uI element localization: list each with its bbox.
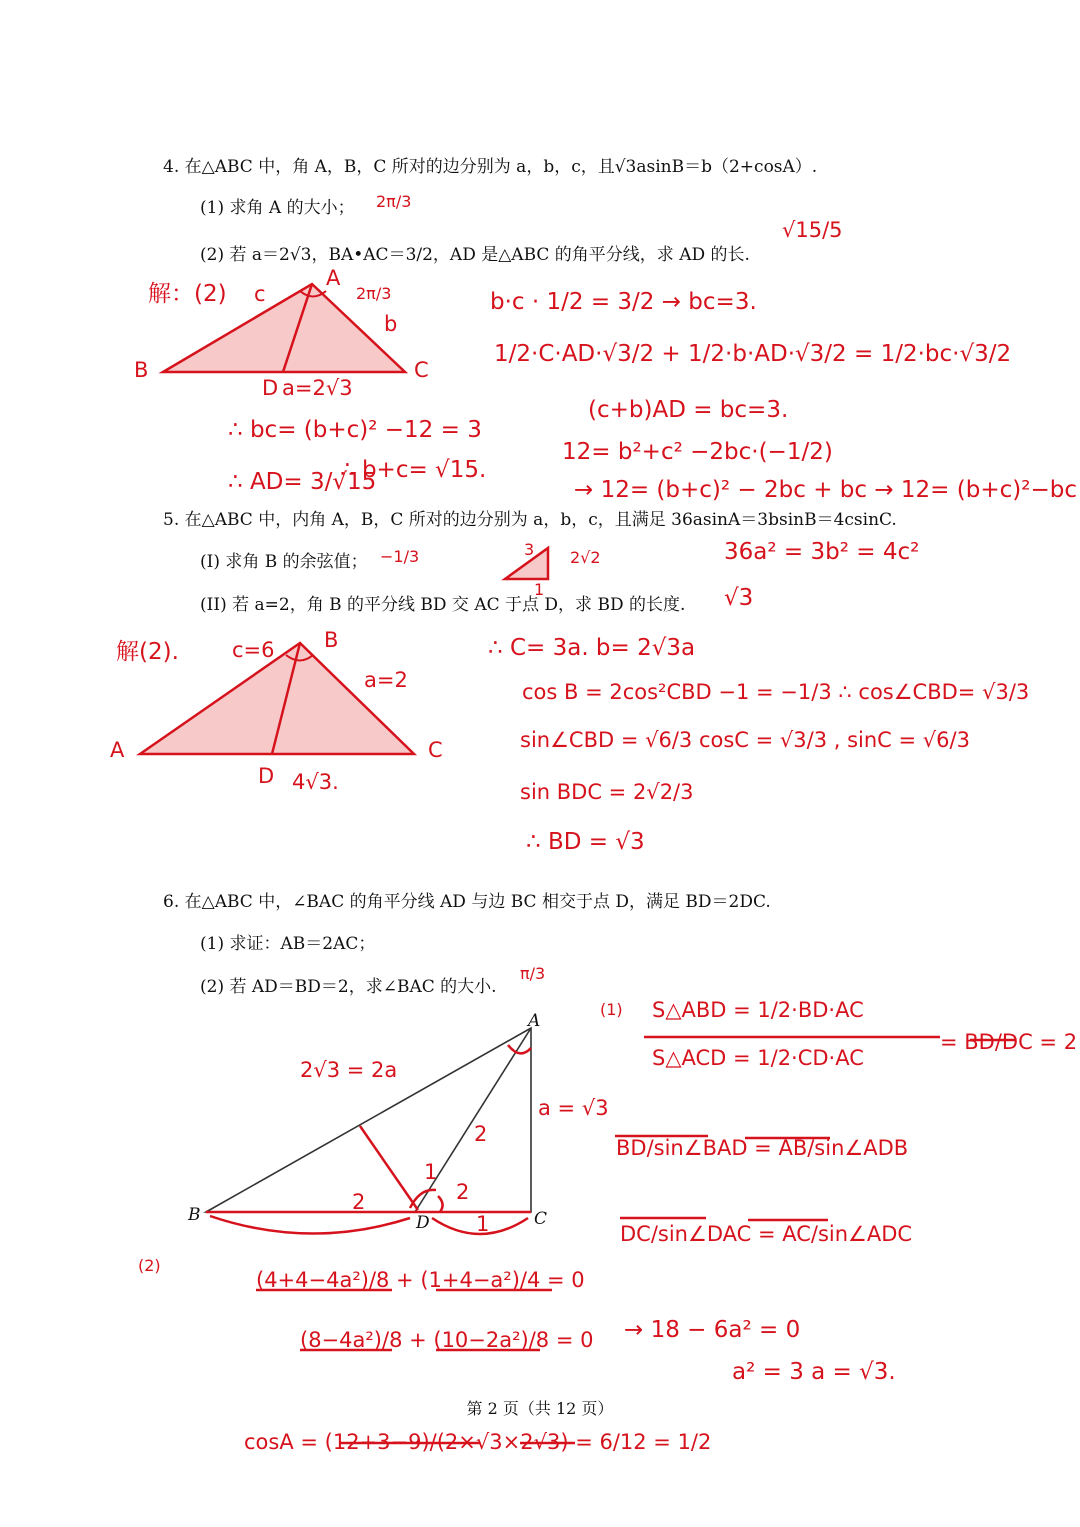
p4-stem: 4. 在△ABC 中，角 A，B，C 所对的边分别为 a，b，c，且√3asinB＝b（2+cosA）. [163,157,818,177]
p4-fig-D: D [262,376,279,400]
p4-fig-a: a=2√3 [282,376,353,400]
p6-part2: (2) 若 AD＝BD＝2，求∠BAC 的大小. [200,977,497,997]
p6-part1: (1) 求证：AB＝2AC； [200,934,376,954]
p5-line2: cos B = 2cos²CBD −1 = −1/3 ∴ cos∠CBD= √3/3 [522,680,1030,704]
p6-ratio-top: S△ABD = 1/2·BD·AC [652,998,864,1022]
p6-law4: a² = 3 a = √3. [732,1359,896,1385]
p5-label: 解(2). [116,639,179,665]
p4-line8: ∴ b+c= √15. [340,457,487,483]
p5-eq: 36a² = 3b² = 4c² [724,539,920,565]
p4-fig-angle: 2π/3 [356,284,392,303]
p5-tri-2r2: 2√2 [570,548,601,567]
p4-fig-A: A [326,266,341,290]
p4-part2-answer: √15/5 [782,218,843,242]
p6-fig-1b: 1 [476,1212,490,1236]
p4-part2: (2) 若 a＝2√3，BA•AC＝3/2，AD 是△ABC 的角平分线，求 AD 的长. [200,245,750,265]
p6-fig-2b: 2 [456,1180,470,1204]
p4-line7: ∴ AD= 3/√15 [228,469,377,495]
p6-fig-2c: 2 [352,1190,366,1214]
p5-fig-c: c=6 [232,638,275,662]
p6-sine1: BD/sin∠BAD = AB/sin∠ADB [616,1136,909,1160]
p4-line3: (c+b)AD = bc=3. [588,397,789,423]
p4-fig-C: C [414,358,429,382]
p6-fig-B: B [188,1205,201,1225]
p6-ratio-result: = BD/DC = 2 [940,1030,1078,1054]
p6-law2: (8−4a²)/8 + (10−2a²)/8 = 0 [300,1328,594,1352]
p5-fig-bottom: 4√3. [292,770,339,794]
p5-part2: (II) 若 a=2，角 B 的平分线 BD 交 AC 于点 D，求 BD 的长度. [200,595,686,615]
p5-fig-C: C [428,738,443,762]
p5-line5: ∴ BD = √3 [526,829,645,855]
p6-stem: 6. 在△ABC 中，∠BAC 的角平分线 AD 与边 BC 相交于点 D，满足 BD＝2DC. [163,892,771,912]
p4-line5: → 12= (b+c)² − 2bc + bc → 12= (b+c)²−bc [574,477,1077,503]
page-footer: 第 2 页（共 12 页） [466,1399,614,1418]
p6-fig-A: A [528,1011,541,1031]
p5-part2-answer: √3 [724,585,754,611]
p4-part1-answer: 2π/3 [376,192,412,211]
p4-label: 解：(2) [148,281,227,307]
p5-line4: sin BDC = 2√2/3 [520,780,694,804]
p6-p2: (2) [138,1256,161,1275]
p4-fig-b: b [384,312,398,336]
p6-fig-2r3: 2√3 = 2a [300,1058,398,1082]
p5-part1: (I) 求角 B 的余弦值； [200,552,368,572]
p5-stem: 5. 在△ABC 中，内角 A，B，C 所对的边分别为 a，b，c，且满足 36asinA＝3bsinB＝4csinC. [163,510,897,530]
p4-part1: (1) 求角 A 的大小； [200,198,355,218]
p4-line6: ∴ bc= (b+c)² −12 = 3 [228,417,482,443]
p5-part1-answer: −1/3 [380,547,420,566]
p6-fig-1: 1 [424,1160,438,1184]
p6-cos: cosA = (12+3−9)/(2×√3×2√3) = 6/12 = 1/2 [244,1430,712,1454]
p5-triangle-figure [140,643,414,754]
p5-tri-1: 1 [534,580,545,599]
p4-line2: 1/2·C·AD·√3/2 + 1/2·b·AD·√3/2 = 1/2·bc·√3/2 [494,341,1012,367]
p6-law3: → 18 − 6a² = 0 [624,1317,801,1343]
p6-ratio-bottom: S△ACD = 1/2·CD·AC [652,1046,864,1070]
p5-line3: sin∠CBD = √6/3 cosC = √3/3 , sinC = √6/3 [520,728,970,752]
p5-fig-a: a=2 [364,668,408,692]
p6-fig-C: C [534,1209,548,1229]
p4-fig-c: c [254,282,266,306]
p6-fig-D: D [416,1213,430,1233]
p5-fig-D: D [258,764,275,788]
p4-line4: 12= b²+c² −2bc·(−1/2) [562,439,833,465]
p6-law1: (4+4−4a²)/8 + (1+4−a²)/4 = 0 [256,1268,585,1292]
p4-line1: b·c · 1/2 = 3/2 → bc=3. [490,289,757,315]
p5-tri-3: 3 [524,540,535,559]
p6-p1: (1) [600,1000,623,1019]
p6-part2-answer: π/3 [520,964,546,983]
p5-line1: ∴ C= 3a. b= 2√3a [488,635,696,661]
p6-fig-2a: 2 [474,1122,488,1146]
p6-sine2: DC/sin∠DAC = AC/sin∠ADC [620,1222,913,1246]
p6-fig-ar3: a = √3 [538,1096,609,1120]
p5-fig-B: B [324,628,339,652]
p5-fig-A: A [110,738,125,762]
p4-fig-B: B [134,358,149,382]
